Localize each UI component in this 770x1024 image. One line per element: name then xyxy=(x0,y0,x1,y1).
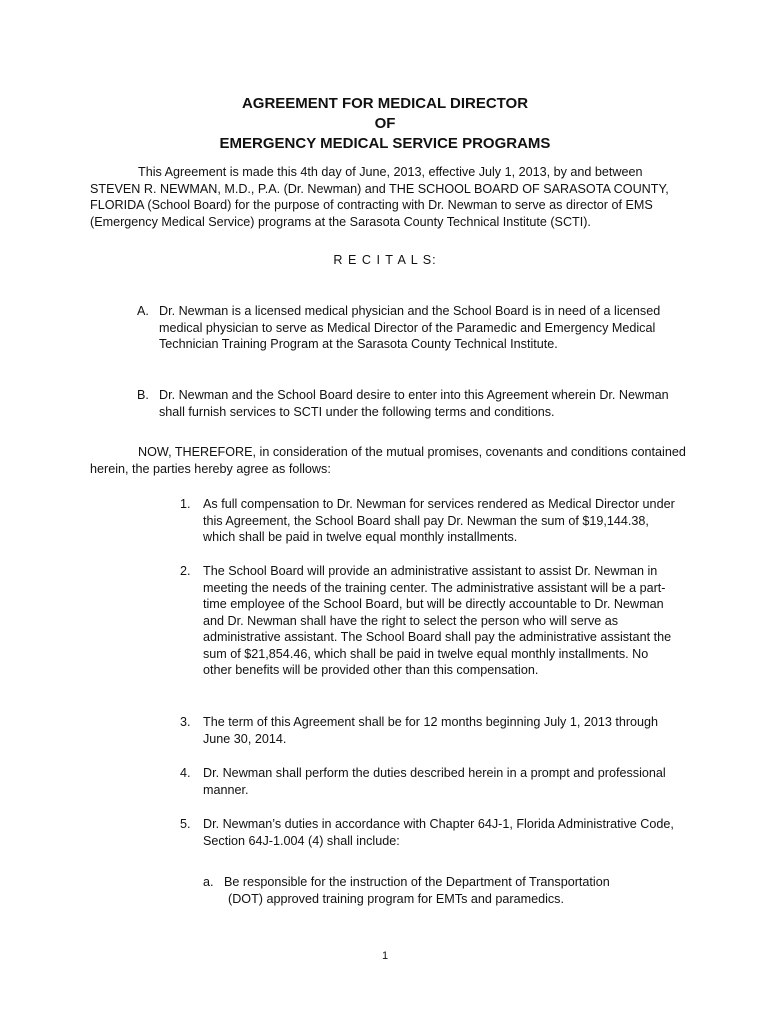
term-item xyxy=(180,816,680,849)
title-line-3: EMERGENCY MEDICAL SERVICE PROGRAMS xyxy=(219,135,551,152)
term-marker: 4. xyxy=(180,766,191,780)
sub-item xyxy=(203,874,673,907)
recital-marker: B. xyxy=(137,388,149,402)
term-marker: 1. xyxy=(180,497,191,511)
document-title xyxy=(0,94,770,154)
recital-item xyxy=(137,387,677,420)
term-item xyxy=(180,765,680,798)
sub-item-line-2: (DOT) approved training program for EMTs and paramedics. xyxy=(228,891,564,906)
sub-item-text xyxy=(203,874,673,907)
term-text: Dr. Newman shall perform the duties described herein in a prompt and professional manner. xyxy=(203,766,666,797)
term-marker: 3. xyxy=(180,715,191,729)
recitals-heading: R E C I T A L S: xyxy=(333,253,437,267)
term-item xyxy=(180,714,680,747)
title-line-2: OF xyxy=(374,115,396,132)
term-text: The School Board will provide an administrative assistant to assist Dr. Newman in meeting the needs of the training center. The administrative assistant will be a part-time employee of the School Board, but will be directly accountable to Dr. Newman and Dr. Newman shall have the right to select the person who will serve as administrative assistant. The School Board shall pay the administrative assistant the sum of $21,854.46, which shall be paid in twelve equal monthly installments. No other benefits will be provided other than this compensation. xyxy=(203,564,672,677)
term-item xyxy=(180,496,680,546)
now-therefore-text: NOW, THEREFORE, in consideration of the mutual promises, covenants and conditions contained herein, the parties hereby agree as follows: xyxy=(90,445,686,476)
recital-marker: A. xyxy=(137,304,149,318)
term-text: As full compensation to Dr. Newman for services rendered as Medical Director under this Agreement, the School Board shall pay Dr. Newman the sum of $19,144.38, which shall be paid in twelve equal monthly installments. xyxy=(203,497,675,544)
term-marker: 5. xyxy=(180,817,191,831)
recital-text: Dr. Newman and the School Board desire to enter into this Agreement wherein Dr. Newman shall furnish services to SCTI under the following terms and conditions. xyxy=(159,388,669,419)
recital-item xyxy=(137,303,677,353)
intro-text: This Agreement is made this 4th day of June, 2013, effective July 1, 2013, by and between STEVEN R. NEWMAN, M.D., P.A. (Dr. Newman) and THE SCHOOL BOARD OF SARASOTA COUNTY, FLORIDA (School Board) for the purpose of contracting with Dr. Newman to serve as director of EMS (Emergency Medical Service) programs at the Sarasota County Technical Institute (SCTI). xyxy=(90,165,669,229)
term-marker: 2. xyxy=(180,564,191,578)
intro-paragraph xyxy=(90,164,690,230)
sub-item-marker: a. xyxy=(203,875,214,889)
term-item xyxy=(180,563,680,679)
recital-text: Dr. Newman is a licensed medical physician and the School Board is in need of a licensed medical physician to serve as Medical Director of the Paramedic and Emergency Medical Technician Training Program at the Sarasota County Technical Institute. xyxy=(159,304,661,351)
term-text: The term of this Agreement shall be for 12 months beginning July 1, 2013 through June 30, 2014. xyxy=(203,715,659,746)
sub-item-line-1: Be responsible for the instruction of the Department of Transportation xyxy=(224,875,610,889)
term-text: Dr. Newman’s duties in accordance with Chapter 64J-1, Florida Administrative Code, Section 64J-1.004 (4) shall include: xyxy=(203,817,674,848)
page-number: 1 xyxy=(381,950,389,962)
now-therefore-paragraph xyxy=(90,444,690,477)
title-line-1: AGREEMENT FOR MEDICAL DIRECTOR xyxy=(241,95,529,112)
